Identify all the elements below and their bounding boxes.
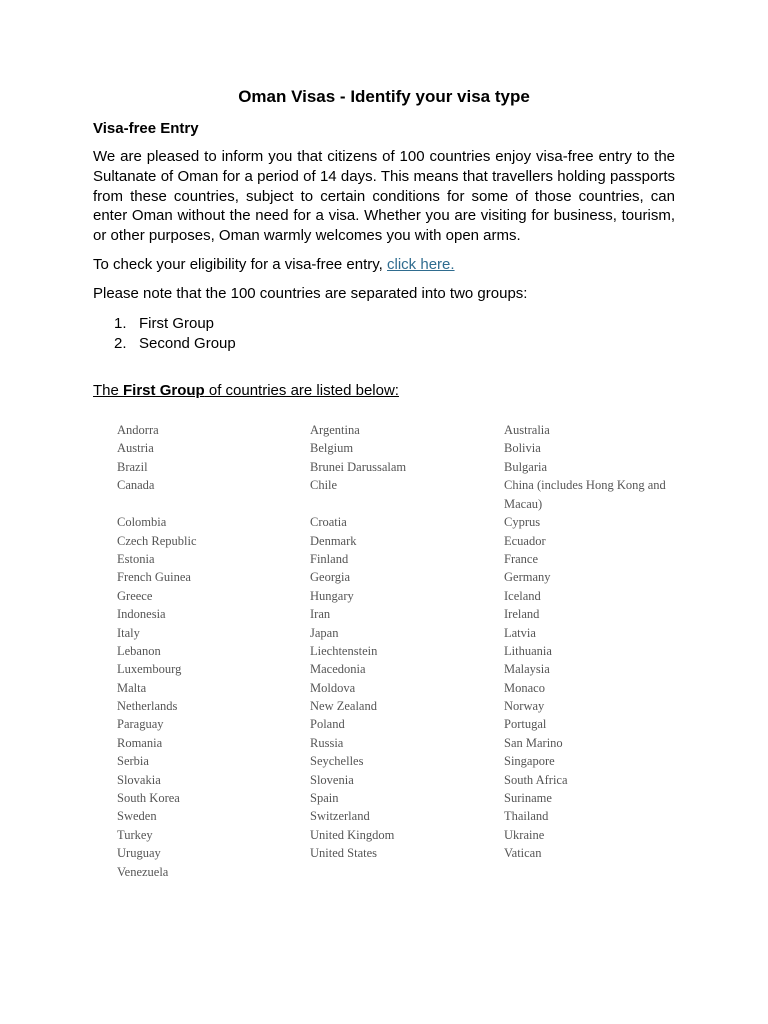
country-name: Switzerland — [310, 809, 370, 824]
country-name: Croatia — [310, 515, 347, 530]
country-name: Liechtenstein — [310, 643, 378, 658]
country-name: French Guinea — [117, 570, 191, 585]
country-name: Slovakia — [117, 772, 161, 787]
country-name: Sweden — [117, 809, 157, 824]
country-name: Lithuania — [504, 643, 552, 658]
country-name: Greece — [117, 588, 153, 603]
country-name: Seychelles — [310, 754, 364, 769]
country-name: Venezuela — [117, 864, 169, 879]
page-title: Oman Visas - Identify your visa type — [238, 87, 530, 106]
country-name: United States — [310, 846, 378, 861]
country-name: Brunei Darussalam — [310, 459, 407, 474]
country-name: Ecuador — [504, 533, 546, 548]
country-name: Latvia — [504, 625, 536, 640]
country-name: Austria — [117, 441, 154, 456]
country-name: Ukraine — [504, 827, 545, 842]
country-name: Indonesia — [117, 607, 166, 622]
country-name: Thailand — [504, 809, 549, 824]
country-name: Colombia — [117, 515, 167, 530]
list-item — [93, 314, 236, 334]
list-number: 1. — [114, 315, 127, 332]
country-name: Argentina — [310, 423, 360, 437]
groups-note: Please note that the 100 countries are separated into two groups: — [93, 285, 528, 302]
country-name: Malaysia — [504, 662, 550, 677]
country-name: Singapore — [504, 754, 555, 769]
country-name: Canada — [117, 478, 155, 493]
intro-paragraph: We are pleased to inform you that citizens of 100 countries enjoy visa-free entry to the Sultanate of Oman for a period of 14 days. This means that travellers holding passports from these countries, subject to certain conditions for some of those countries, can enter Oman without the need for a visa. Whether you are visiting for business, tourism, or other purposes, Oman warmly welcomes you with open arms. — [93, 148, 675, 245]
country-name: Andorra — [117, 423, 159, 437]
country-name: Russia — [310, 735, 344, 750]
country-name: France — [504, 551, 539, 566]
country-name: Cyprus — [504, 515, 541, 530]
country-name: Poland — [310, 717, 345, 732]
first-group-lead — [93, 382, 399, 399]
country-name: Portugal — [504, 717, 547, 732]
country-name: South Africa — [504, 772, 568, 787]
country-name: Japan — [310, 625, 339, 640]
country-name: Malta — [117, 680, 147, 695]
lead-suffix: of countries are listed below: — [204, 382, 399, 399]
lead-bold: First Group — [123, 382, 205, 399]
country-name: Bulgaria — [504, 459, 548, 474]
country-name: Monaco — [504, 680, 545, 695]
click-here-link[interactable]: click here. — [387, 256, 455, 273]
list-item — [93, 334, 236, 354]
country-name: Brazil — [117, 459, 148, 474]
country-name: Romania — [117, 735, 163, 750]
country-name: Norway — [504, 699, 545, 714]
country-name: Czech Republic — [117, 533, 197, 548]
country-name: Luxembourg — [117, 662, 182, 677]
country-name: Paraguay — [117, 717, 164, 732]
country-name: Serbia — [117, 754, 149, 769]
country-name: Germany — [504, 570, 551, 585]
country-name: Vatican — [504, 846, 542, 861]
country-name: Uruguay — [117, 846, 161, 861]
country-name: Suriname — [504, 791, 552, 806]
country-name: Lebanon — [117, 643, 161, 658]
country-name: Belgium — [310, 441, 354, 456]
country-name: New Zealand — [310, 699, 377, 714]
groups-list — [93, 314, 236, 354]
country-name: Chile — [310, 478, 338, 493]
country-name: Australia — [504, 423, 550, 437]
country-name: Denmark — [310, 533, 357, 548]
country-name: Macedonia — [310, 662, 366, 677]
eligibility-text: To check your eligibility for a visa-free entry, — [93, 256, 388, 273]
country-name: Turkey — [117, 827, 153, 842]
country-name: Italy — [117, 625, 140, 640]
eligibility-line — [93, 256, 455, 273]
country-name: Hungary — [310, 588, 354, 603]
country-name: San Marino — [504, 735, 563, 750]
country-name: Iceland — [504, 588, 541, 603]
country-name: Slovenia — [310, 772, 354, 787]
group-label: First Group — [139, 315, 215, 332]
country-name: Estonia — [117, 551, 155, 566]
list-number: 2. — [114, 335, 127, 352]
country-name: Netherlands — [117, 699, 178, 714]
country-name: Georgia — [310, 570, 351, 585]
country-name: Bolivia — [504, 441, 541, 456]
group-label: Second Group — [139, 335, 236, 352]
section-heading: Visa-free Entry — [93, 120, 199, 137]
country-name: Finland — [310, 551, 349, 566]
country-name: Spain — [310, 791, 339, 806]
country-name: China (includes Hong Kong and Macau) — [504, 478, 666, 511]
country-name: Moldova — [310, 680, 356, 695]
country-name: Iran — [310, 607, 331, 622]
country-name: Ireland — [504, 607, 540, 622]
country-name: United Kingdom — [310, 827, 395, 842]
country-name: South Korea — [117, 791, 180, 806]
lead-prefix: The — [93, 382, 124, 399]
